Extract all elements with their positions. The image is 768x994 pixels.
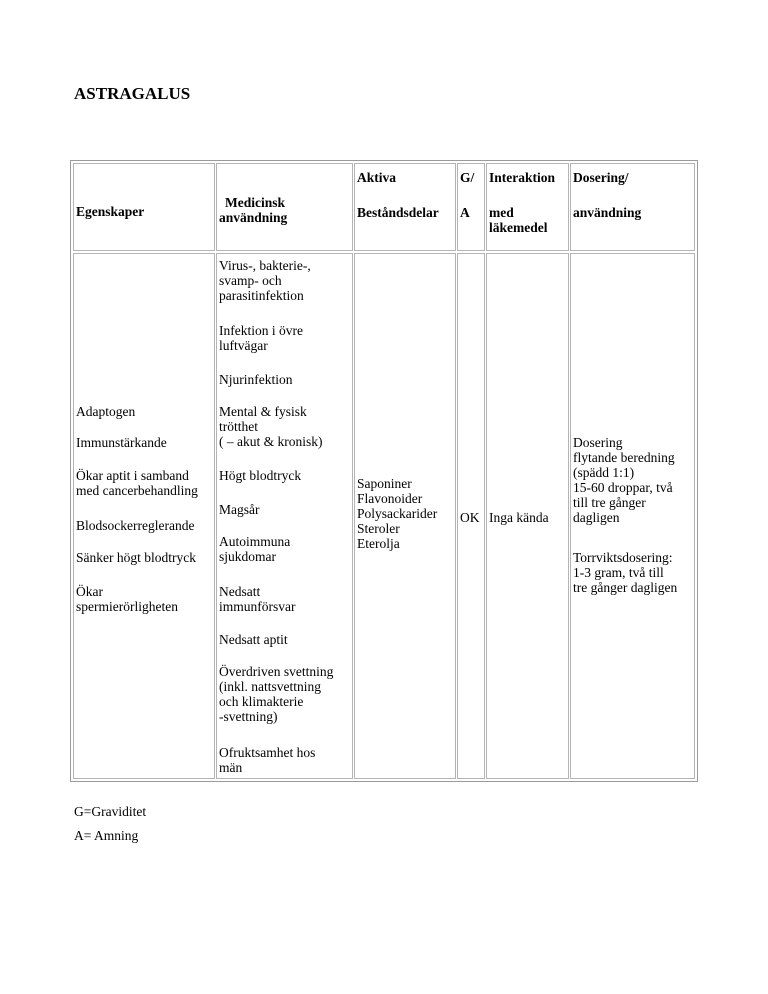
legend-amning: A= Amning [74,828,139,843]
medicinsk-item: Nedsatt immunförsvar [219,584,296,614]
dosering-dry: Torrviktsdosering: 1-3 gram, två till tre gånger dagligen [573,550,678,595]
medicinsk-item: Mental & fysisk trötthet ( – akut & kronisk) [219,404,323,449]
medicinsk-item: Njurinfektion [219,372,293,387]
header-egenskaper: Egenskaper [73,163,215,251]
medicinsk-item: Infektion i övre luftvägar [219,323,303,353]
page-title: ASTRAGALUS [74,84,191,103]
cell-aktiva [354,253,456,779]
header-aktiva: Aktiva Beståndsdelar [354,163,456,251]
medicinsk-item: Nedsatt aptit [219,632,288,647]
medicinsk-item: Ofruktsamhet hos män [219,745,316,775]
cell-medicinsk [216,253,353,779]
cell-interaktion: Inga kända [486,253,569,779]
legend-graviditet: G=Graviditet [74,804,147,819]
egenskaper-item: Sänker högt blodtryck [76,550,196,565]
header-dosering: Dosering/ användning [570,163,695,251]
egenskaper-item: Immunstärkande [76,435,167,450]
medicinsk-item: Överdriven svettning (inkl. nattsvettning och klimakterie -svettning) [219,664,334,724]
medicinsk-item: Högt blodtryck [219,468,302,483]
header-interaktion: Interaktion med läkemedel [486,163,569,251]
cell-egenskaper [73,253,215,779]
egenskaper-item: Ökar aptit i samband med cancerbehandling [76,468,198,498]
egenskaper-item: Blodsockerreglerande [76,518,195,533]
medicinsk-item: Virus-, bakterie-, svamp- och parasitinfektion [219,258,311,303]
medicinsk-item: Autoimmuna sjukdomar [219,534,291,564]
dosering-liquid: Dosering flytande beredning (spädd 1:1) 15-60 droppar, två till tre gånger dagligen [573,435,675,525]
cell-dosering [570,253,695,779]
herb-table [70,160,698,782]
header-ga: G/ A [457,163,485,251]
cell-ga: OK [457,253,485,779]
medicinsk-item: Magsår [219,502,260,517]
egenskaper-item: Adaptogen [76,404,136,419]
aktiva-list: Saponiner Flavonoider Polysackarider Steroler Eterolja [357,476,438,551]
egenskaper-item: Ökar spermierörligheten [76,584,178,614]
header-medicinsk: Medicinsk användning [216,163,353,251]
